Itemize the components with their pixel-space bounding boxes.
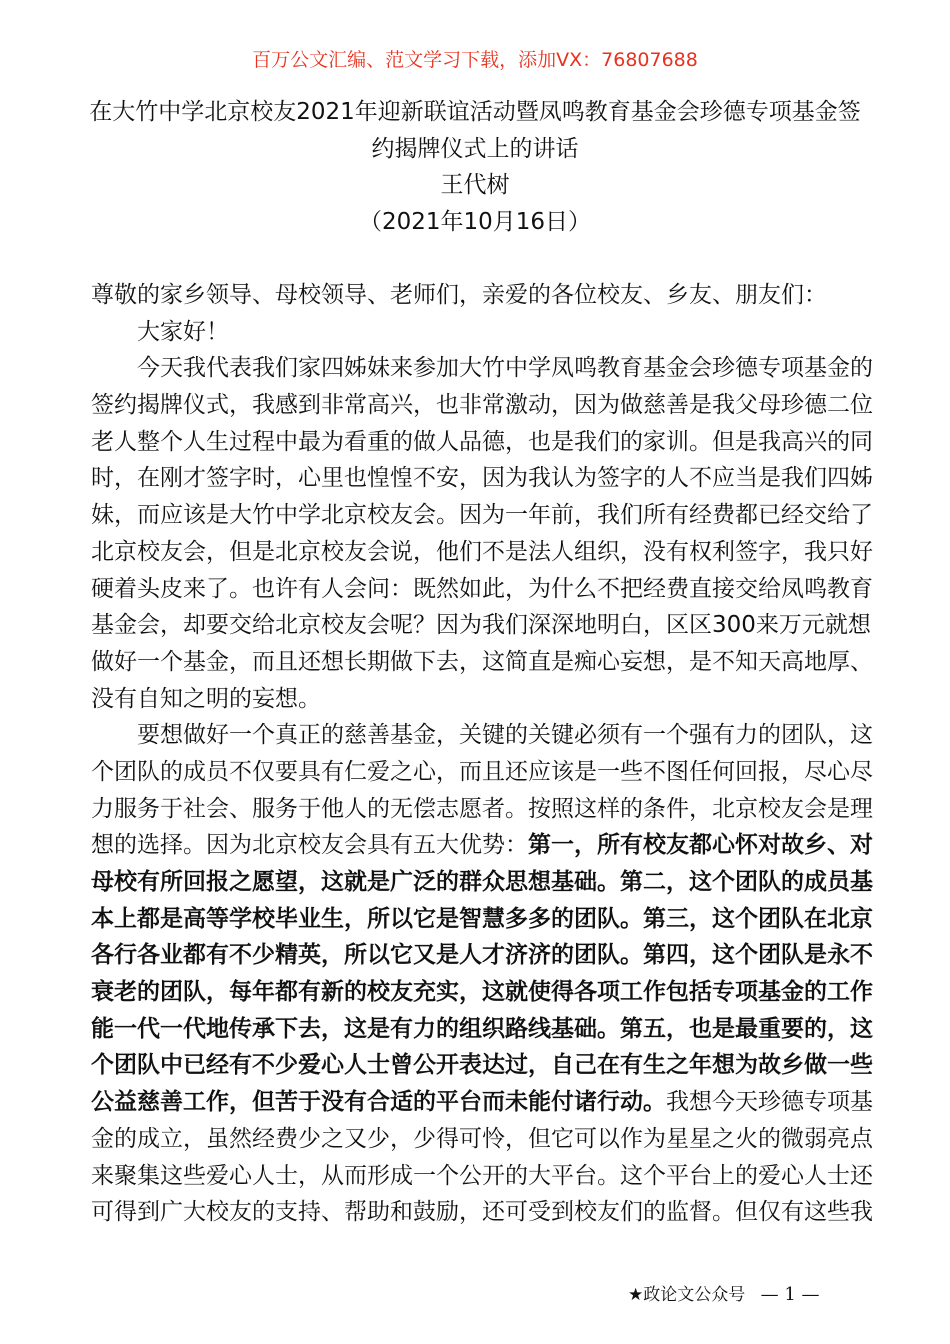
text-line-bold: 个团队中已经有不少爱心人士曾公开表达过，自己在有生之年想为故乡做一些 [91,1052,873,1079]
text-line-bold: 母校有所回报之愿望，这就是广泛的群众思想基础。第二，这个团队的成员基 [91,869,873,895]
date: （2021年10月16日） [358,209,592,236]
text-line-bold: 各行各业都有不少精英，所以它又是人才济济的团队。第四，这个团队是永不 [91,942,873,969]
document-title-block [60,94,890,241]
text-line: 力服务于社会、服务于他人的无偿志愿者。按照这样的条件，北京校友会是理 [91,795,873,822]
text-normal: 我想今天珍德专项基 [666,1089,873,1116]
paragraph-2 [91,717,873,1231]
text-line: 北京校友会，但是北京校友会说，他们不是法人组织，没有权利签字，我只好 [91,538,873,565]
text-line: 签约揭牌仪式，我感到非常高兴，也非常激动，因为做慈善是我父母珍德二位 [91,392,873,419]
text-line: 老人整个人生过程中最为看重的做人品德，也是我们的家训。但是我高兴的同 [91,428,873,455]
text-line-bold: 本上都是高等学校毕业生，所以它是智慧多多的团队。第三，这个团队在北京 [91,905,873,932]
text-line [91,827,873,864]
text-normal: 想的选择。因为北京校友会具有五大优势： [91,832,528,859]
text-line: 要想做好一个真正的慈善基金，关键的关键必须有一个强有力的团队，这 [137,722,873,749]
text-line-bold: 衰老的团队，每年都有新的校友充实，这就使得各项工作包括专项基金的工作 [91,979,873,1006]
greeting: 大家好！ [137,318,229,345]
text-bold: 公益慈善工作，但苦于没有合适的平台而未能付诸行动。 [91,1089,666,1116]
text-line: 金的成立，虽然经费少之又少，少得可怜，但它可以作为星星之火的微弱亮点 [91,1125,873,1152]
speech-body [91,277,873,1231]
paragraph-1 [91,350,873,717]
text-line-bold: 能一代一代地传承下去，这是有力的组织路线基础。第五，也是最重要的，这 [91,1015,873,1042]
text-line [91,1084,873,1121]
text-line: 个团队的成员不仅要具有仁爱之心，而且还应该是一些不图任何回报，尽心尽 [91,758,873,785]
download-banner: 百万公文汇编、范文学习下载，添加VX：76807688 [252,49,698,71]
footer-source: ★政论文公众号 [628,1285,746,1305]
text-line: 妹，而应该是大竹中学北京校友会。因为一年前，我们所有经费都已经交给了 [91,502,873,529]
text-bold: 第一，所有校友都心怀对故乡、对 [528,832,873,859]
page-number: — 1 — [760,1284,820,1305]
salutation: 尊敬的家乡领导、母校领导、老师们，亲爱的各位校友、乡友、朋友们： [91,282,827,308]
page-footer [628,1282,820,1308]
text-line: 来聚集这些爱心人士，从而形成一个公开的大平台。这个平台上的爱心人士还 [91,1162,873,1189]
text-line: 做好一个基金，而且还想长期做下去，这简直是痴心妄想，是不知天高地厚、 [91,648,873,675]
text-line: 基金会，却要交给北京校友会呢？因为我们深深地明白，区区300来万元就想 [91,612,871,639]
text-line: 硬着头皮来了。也许有人会问：既然如此，为什么不把经费直接交给凤鸣教育 [91,575,873,602]
text-line: 时，在刚才签字时，心里也惶惶不安，因为我认为签字的人不应当是我们四姊 [91,465,873,492]
title-line-1: 在大竹中学北京校友2021年迎新联谊活动暨凤鸣教育基金会珍德专项基金签 [89,99,861,125]
text-line: 今天我代表我们家四姊妹来参加大竹中学凤鸣教育基金会珍德专项基金的 [137,355,873,382]
title-line-2: 约揭牌仪式上的讲话 [371,135,579,162]
author: 王代树 [440,172,510,199]
text-line: 没有自知之明的妄想。 [91,685,321,712]
text-line: 可得到广大校友的支持、帮助和鼓励，还可受到校友们的监督。但仅有这些我 [91,1199,873,1226]
